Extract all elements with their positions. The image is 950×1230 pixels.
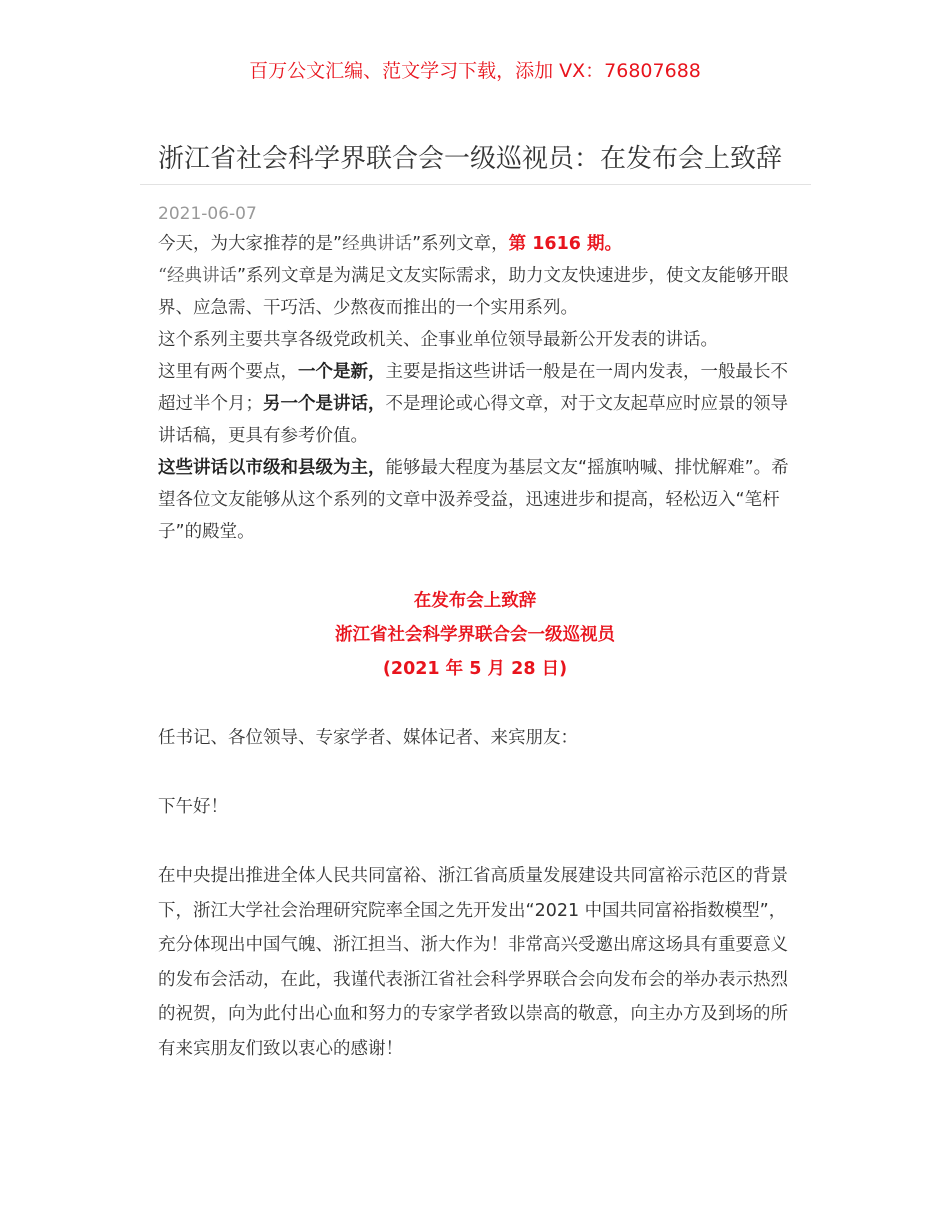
speech-greeting: 下午好！ <box>158 797 228 817</box>
intro-paragraph-2 <box>158 260 794 324</box>
intro-p4-d: 另一个是讲话， <box>263 394 386 414</box>
intro-p5-b: 能够最大程度为基层文友“摇旗呐喊、排忧解难”。希望各位文友能够从这个系列的文章中汲养受益，迅速进步和提高，轻松迈入“笔杆子”的殿堂。 <box>158 458 789 542</box>
intro-paragraph-3: 这个系列主要共享各级党政机关、企事业单位领导最新公开发表的讲话。 <box>158 330 718 350</box>
intro-p2-series: 经典讲话 <box>166 266 237 286</box>
intro-p2-open: “ <box>158 266 167 286</box>
title-divider <box>140 184 811 185</box>
intro-p4-e: 不是理论或心得文章，对于文友起草应时应景的领导讲话稿，更具有参考价值。 <box>158 394 788 446</box>
speech-speaker: 浙江省社会科学界联合会一级巡视员 <box>335 625 615 645</box>
intro-p4-b: 一个是新， <box>298 362 386 382</box>
speech-title: 在发布会上致辞 <box>413 591 537 611</box>
intro-section <box>158 228 794 548</box>
speech-header <box>0 584 950 686</box>
intro-paragraph-4 <box>158 356 794 452</box>
intro-line1-prefix: 今天，为大家推荐的是” <box>158 234 343 254</box>
promo-banner: 百万公文汇编、范文学习下载，添加 VX：76807688 <box>249 60 701 82</box>
speech-date: (2021 年 5 月 28 日) <box>382 659 568 679</box>
speech-salutation: 任书记、各位领导、专家学者、媒体记者、来宾朋友： <box>158 728 578 748</box>
intro-p4-c: 主要是指这些讲话一般是在一周内发表，一般最长不超过半个月； <box>158 362 788 414</box>
speech-body-paragraph: 在中央提出推进全体人民共同富裕、浙江省高质量发展建设共同富裕示范区的背景下，浙江大学社会治理研究院率全国之先开发出“2021 中国共同富裕指数模型”，充分体现出中国气魄、浙江担当、浙大作为！非常高兴受邀出席这场具有重要意义的发布会活动，在此，我谨代表浙江省社会科学界联合会向发布会的举办表示热烈的祝贺，向为此付出心血和努力的专家学者致以崇高的敬意，向主办方及到场的所有来宾朋友们致以衷心的感谢！ <box>158 866 788 1059</box>
intro-paragraph-5 <box>158 452 794 548</box>
article-date: 2021-06-07 <box>158 204 257 224</box>
intro-p2-rest: ”系列文章是为满足文友实际需求，助力文友快速进步，使文友能够开眼界、应急需、干巧活、少熬夜而推出的一个实用系列。 <box>158 266 789 318</box>
intro-line1-mid: ”系列文章， <box>412 234 509 254</box>
intro-p5-a: 这些讲话以市级和县级为主， <box>158 458 386 478</box>
issue-number: 第 1616 期。 <box>508 234 623 254</box>
article-title: 浙江省社会科学界联合会一级巡视员：在发布会上致辞 <box>158 144 783 174</box>
intro-p4-a: 这里有两个要点， <box>158 362 298 382</box>
intro-paragraph-1 <box>158 228 794 260</box>
series-name: 经典讲话 <box>342 234 413 254</box>
